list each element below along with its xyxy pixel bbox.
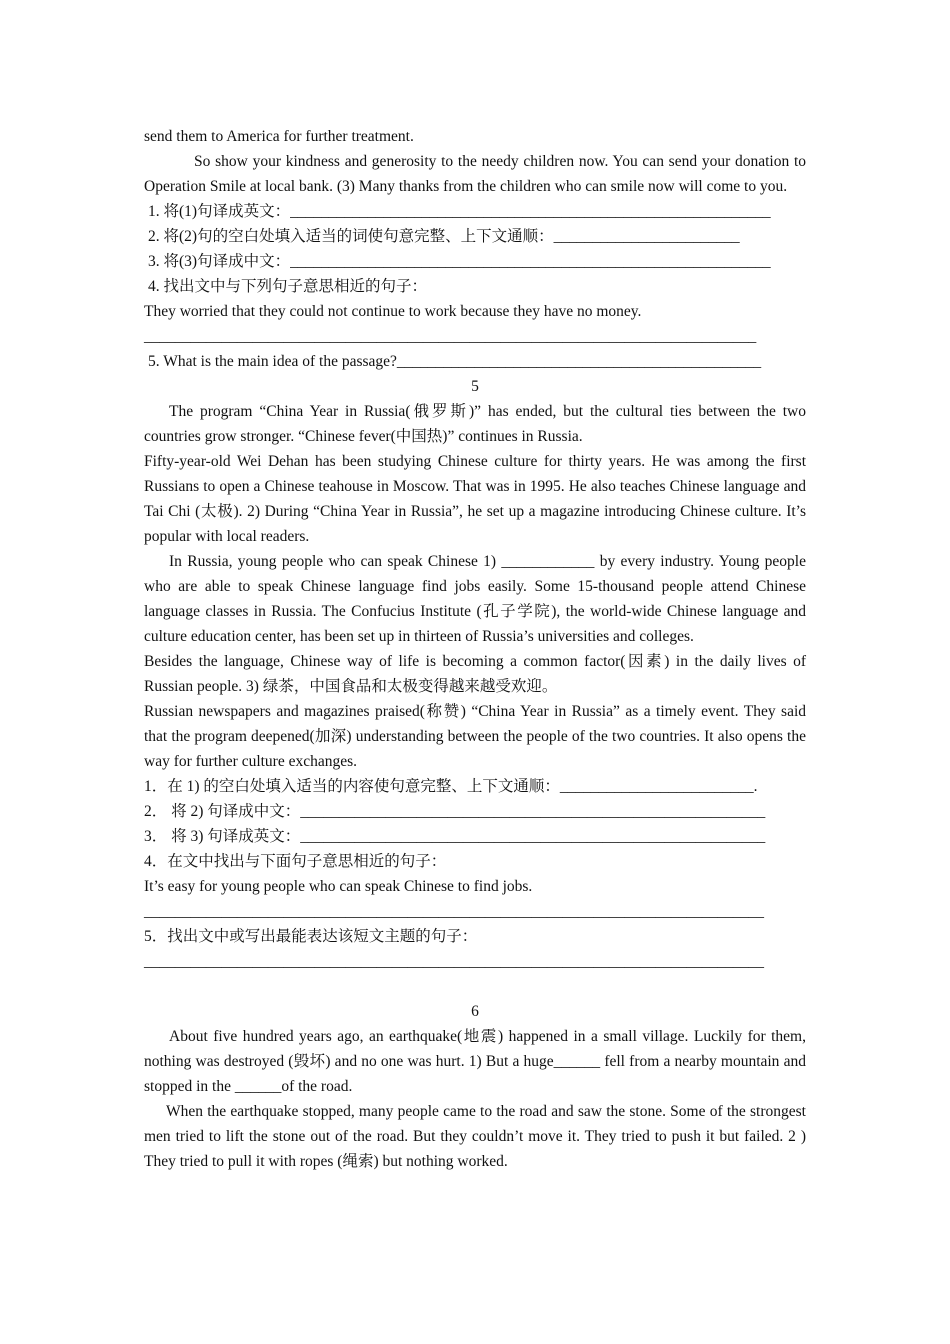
document-page [144, 124, 806, 1174]
paragraph: When the earthquake stopped, many people came to the road and saw the stone. Some of the strongest men tried to lift the stone out of the road. But they couldn’t move it. They tried to push it but failed. 2 ) They tried to pull it with ropes (绳索) but nothing worked. [144, 1103, 806, 1170]
question-1: 1. 将(1)句译成英文：______________________________________________________________ [148, 203, 771, 220]
paragraph: So show your kindness and generosity to the needy children now. You can send your donation to Operation Smile at local bank. (3) Many thanks from the children who can smile now will come to you. [144, 153, 806, 195]
paragraph: send them to America for further treatment. [144, 128, 414, 145]
answer-line: _______________________________________________________________________________ [144, 328, 757, 345]
question-2: 2． 将 2) 句译成中文：____________________________________________________________ [144, 803, 766, 820]
question-4-sentence: They worried that they could not continue to work because they have no money. [144, 303, 642, 320]
paragraph: About five hundred years ago, an earthquake(地震) happened in a small village. Luckily for them, nothing was destroyed (毁坏) and no one was hurt. 1) But a huge______ fell from a nearby mountain and stopped in the ______of the road. [144, 1028, 806, 1095]
question-4-sentence: It’s easy for young people who can speak Chinese to find jobs. [144, 878, 533, 895]
paragraph: Fifty-year-old Wei Dehan has been studying Chinese culture for thirty years. He was among the first Russians to open a Chinese teahouse in Moscow. That was in 1995. He also teaches Chinese language and Tai Chi (太极). 2) During “China Year in Russia”, he set up a magazine introducing Chinese culture. It’s popular with local readers. [144, 453, 806, 545]
paragraph: Besides the language, Chinese way of life is becoming a common factor(因素) in the daily lives of Russian people. 3) 绿茶，中国食品和太极变得越来越受欢迎。 [144, 653, 806, 695]
question-2: 2. 将(2)句的空白处填入适当的词使句意完整、上下文通顺：________________________ [148, 228, 740, 245]
paragraph: The program “China Year in Russia(俄罗斯)” has ended, but the cultural ties between the two countries grow stronger. “Chinese fever(中国热)” continues in Russia. [144, 403, 806, 445]
answer-line: ________________________________________________________________________________ [144, 903, 764, 920]
spacer [144, 974, 806, 999]
question-4: 4．在文中找出与下面句子意思相近的句子： [144, 853, 447, 870]
answer-line: ________________________________________________________________________________ [144, 953, 764, 970]
question-3: 3． 将 3) 句译成英文：____________________________________________________________ [144, 828, 766, 845]
question-4: 4. 找出文中与下列句子意思相近的句子： [148, 278, 428, 295]
paragraph: Russian newspapers and magazines praised(称赞) “China Year in Russia” as a timely event. They said that the program deepened(加深) understanding between the people of the two countries. It also opens the way for further culture exchanges. [144, 703, 806, 770]
question-5: 5．找出文中或写出最能表达该短文主题的句子： [144, 928, 478, 945]
paragraph: In Russia, young people who can speak Chinese 1) ____________ by every industry. Young people who are able to speak Chinese language find jobs easily. Some 15-thousand people attend Chinese language classes in Russia. The Confucius Institute (孔子学院), the world-wide Chinese language and culture education center, has been set up in thirteen of Russia’s universities and colleges. [144, 553, 806, 645]
question-1: 1．在 1) 的空白处填入适当的内容使句意完整、上下文通顺：_________________________. [144, 778, 758, 795]
section-number: 5 [471, 378, 479, 395]
question-3: 3. 将(3)句译成中文：______________________________________________________________ [148, 253, 771, 270]
question-5: 5. What is the main idea of the passage?_______________________________________________ [148, 353, 762, 370]
section-number: 6 [471, 1003, 479, 1020]
